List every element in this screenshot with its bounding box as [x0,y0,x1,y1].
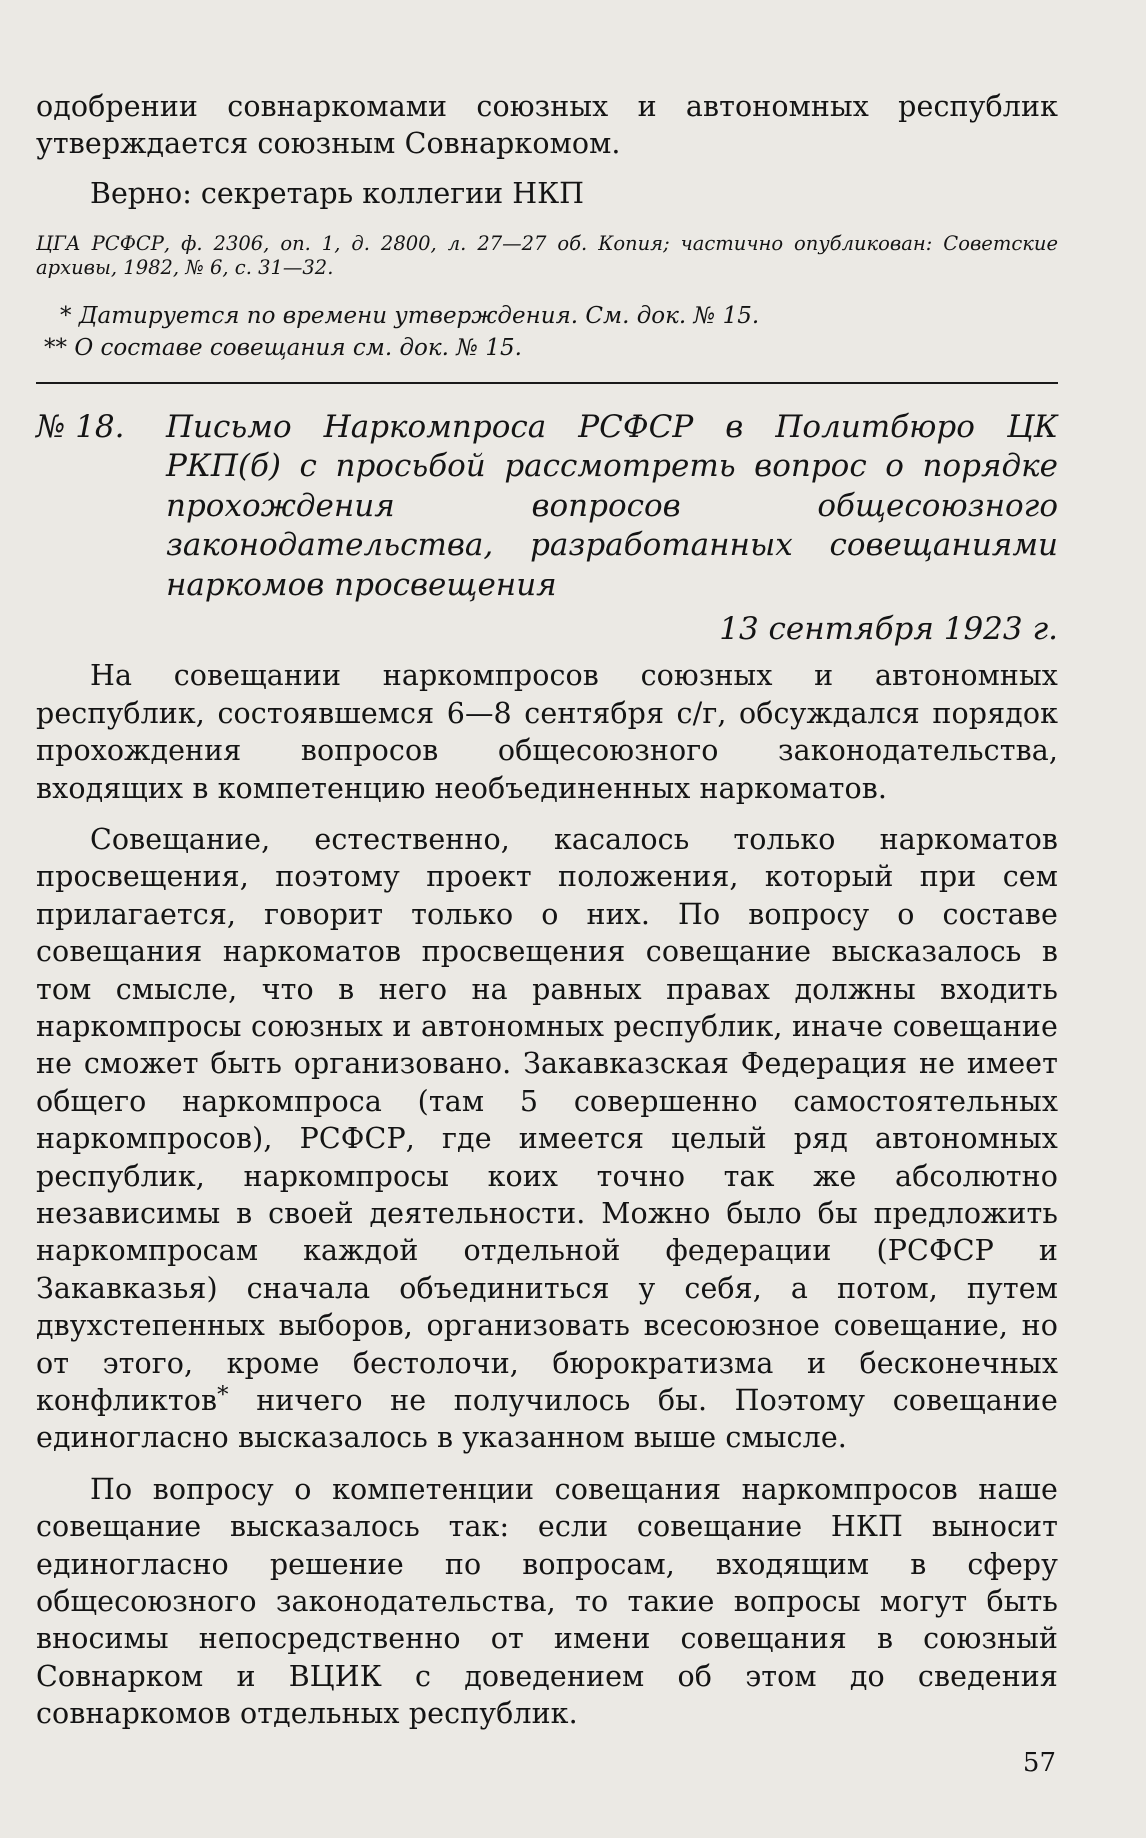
footnote-2 [36,332,1058,364]
document-date: 13 сентября 1923 г. [719,611,1058,648]
footnote-mark: * [60,302,72,329]
footnote-reference: * [217,1382,229,1409]
footnotes [36,300,1058,364]
document-title: Письмо Наркомпроса РСФСР в Политбюро ЦК РКП(б) с просьбой рассмотреть вопрос о порядке прохождения вопросов общесоюзного законодательства, разработанных совещаниями наркомов просвещения [166,408,1058,603]
certification-line: Верно: секретарь коллегии НКП [90,176,584,210]
paragraph-3: По вопросу о компетенции совещания наркомпросов наше совещание высказалось так: если совещание НКП выносит единогласно решение по вопросам, входящим в сферу общесоюзного законодательства, то такие вопросы могут быть вносимы непосредственно от имени совещания в союзный Совнарком и ВЦИК с доведением об этом до сведения совнаркомов отдельных республик. [36,1472,1058,1731]
archive-source: ЦГА РСФСР, ф. 2306, оп. 1, д. 2800, л. 27—27 об. Копия; частично опубликован: Советские архивы, 1982, № 6, с. 31—32. [36,231,1058,279]
page-number: 57 [1022,1748,1056,1778]
section-divider [36,382,1058,384]
footnote-text: О составе совещания см. док. № 15. [74,334,522,361]
paragraph-2 [36,821,1058,1457]
paragraph-1: На совещании наркомпросов союзных и автономных республик, состоявшемся 6—8 сентября с/г, обсуждался порядок прохождения вопросов общесоюзного законодательства, входящих в компетенцию необъединенных наркоматов. [36,659,1058,805]
top-paragraph: одобрении совнаркомами союзных и автономных республик утверждается союзным Совнаркомом. [36,90,1058,161]
footnote-text: Датируется по времени утверждения. См. док. № 15. [78,302,760,329]
paragraph-2-text-b: ничего не получилось бы. Поэтому совещание единогласно высказалось в указанном выше смысле. [36,1384,1058,1455]
page-content [36,88,1058,1733]
footnote-mark: ** [44,334,67,361]
footnote-1 [36,300,1058,332]
paragraph-2-text-a: Совещание, естественно, касалось только наркоматов просвещения, поэтому проект положения, который при сем прилагается, говорит только о них. По вопросу о составе совещания наркоматов просвещения совещание высказалось в том смысле, что в него на равных правах должны входить наркомпросы союзных и автономных республик, иначе совещание не сможет быть организовано. Закавказская Федерация не имеет общего наркомпроса (там 5 совершенно самостоятельных наркомпросов), РСФСР, где имеется целый ряд автономных республик, наркомпросы коих точно так же абсолютно независимы в своей деятельности. Можно было бы предложить наркомпросам каждой отдельной федерации (РСФСР и Закавказья) сначала объединиться у себя, а потом, путем двухстепенных выборов, организовать всесоюзное совещание, но от этого, кроме бестолочи, бюрократизма и бесконечных конфликтов [36,822,1058,1418]
document-heading [36,408,1058,606]
document-number: № 18. [36,408,125,445]
